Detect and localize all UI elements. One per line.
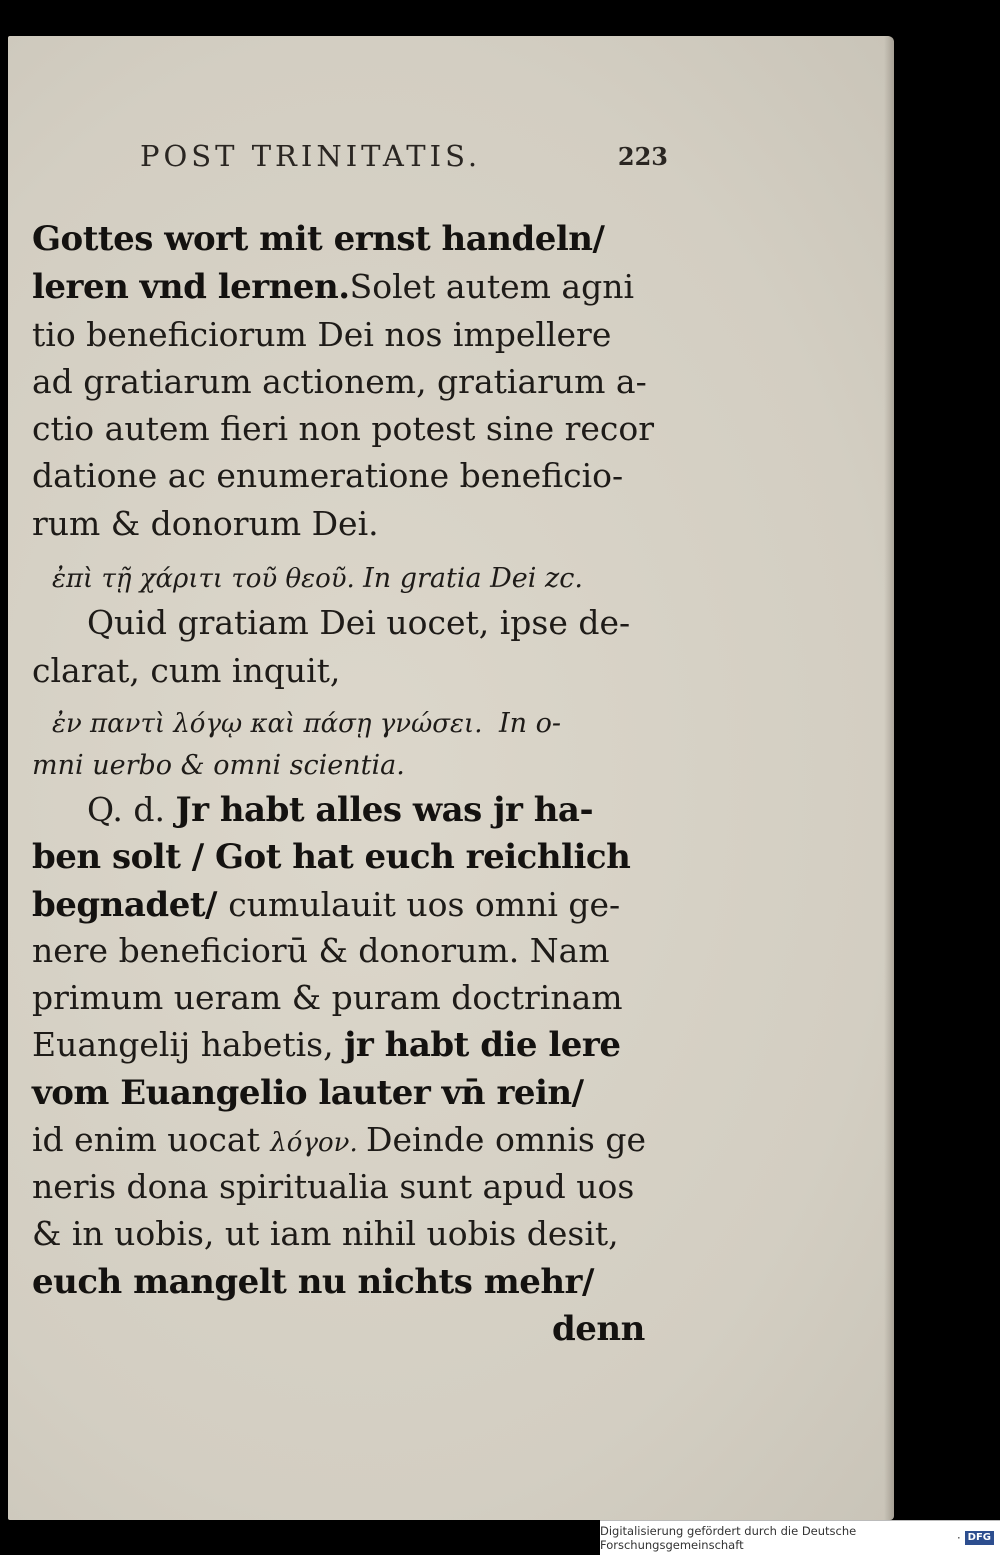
roman-run: Solet autem agni bbox=[349, 267, 635, 306]
blackletter-run: ben solt / Got hat euch reichlich bbox=[32, 837, 631, 877]
text-line bbox=[32, 1120, 646, 1159]
roman-run: clarat, cum inquit, bbox=[32, 651, 341, 690]
greek-run: ἐπὶ τῇ χάριτι τοῦ θεοῦ. bbox=[52, 564, 364, 594]
greek-run: ἐν παντὶ λόγῳ καὶ πάσῃ γνώσει. bbox=[52, 709, 499, 739]
text-line bbox=[32, 219, 605, 259]
text-line bbox=[32, 885, 621, 925]
roman-run: ad gratiarum actionem, gratiarum a- bbox=[32, 362, 647, 401]
text-line bbox=[87, 790, 594, 830]
text-line bbox=[552, 1309, 645, 1349]
text-line bbox=[32, 978, 623, 1017]
page-edge-shadow bbox=[884, 36, 894, 1520]
roman-run: neris dona spiritualia sunt apud uos bbox=[32, 1167, 635, 1206]
page-number: 223 bbox=[617, 142, 668, 171]
italic-run: In gratia Dei zc. bbox=[363, 563, 583, 594]
text-line bbox=[32, 1262, 594, 1302]
greek-run: λόγον. bbox=[270, 1128, 366, 1158]
roman-run: & in uobis, ut iam nihil uobis desit, bbox=[32, 1214, 619, 1253]
roman-run: rum & donorum Dei. bbox=[32, 504, 379, 543]
text-line bbox=[32, 1167, 635, 1206]
blackletter-run: begnadet/ bbox=[32, 885, 229, 925]
blackletter-run: jr habt die lere bbox=[344, 1025, 621, 1065]
text-line bbox=[52, 559, 583, 592]
roman-run: ctio autem fieri non potest sine recor bbox=[32, 409, 655, 448]
text-line bbox=[32, 1214, 619, 1253]
blackletter-run: vom Euangelio lauter vn̄ rein/ bbox=[32, 1073, 584, 1113]
roman-run: cumulauit uos omni ge- bbox=[228, 885, 621, 924]
blackletter-run: euch mangelt nu nichts mehr/ bbox=[32, 1262, 594, 1302]
roman-run: primum ueram & puram doctrinam bbox=[32, 978, 623, 1017]
text-line bbox=[32, 837, 631, 877]
blackletter-run: Gottes wort mit ernst handeln/ bbox=[32, 219, 605, 259]
italic-run: In o- bbox=[499, 708, 562, 739]
text-line bbox=[32, 362, 647, 401]
blackletter-run: leren vnd lernen. bbox=[32, 267, 350, 307]
italic-run: mni uerbo & omni scientia. bbox=[32, 750, 405, 781]
text-line bbox=[32, 504, 379, 543]
roman-run: id enim uocat bbox=[32, 1120, 271, 1159]
running-head: POST TRINITATIS. bbox=[140, 139, 482, 173]
roman-run: tio beneficiorum Dei nos impellere bbox=[32, 315, 612, 354]
text-line bbox=[32, 409, 655, 448]
roman-run: Euangelij habetis, bbox=[32, 1025, 345, 1064]
dfg-logo: DFG bbox=[965, 1531, 994, 1545]
text-line bbox=[32, 746, 405, 779]
blackletter-run: denn bbox=[552, 1309, 645, 1349]
page-header bbox=[140, 136, 668, 176]
text-line bbox=[32, 456, 624, 495]
text-line bbox=[87, 603, 631, 642]
roman-run: Q. d. bbox=[87, 790, 176, 829]
roman-run: Deinde omnis ge bbox=[366, 1120, 646, 1159]
digitization-credit: Digitalisierung gefördert durch die Deutsche Forschungsgemeinschaft · DFG bbox=[600, 1520, 1000, 1555]
text-line bbox=[32, 651, 341, 690]
credit-text: Digitalisierung gefördert durch die Deutsche Forschungsgemeinschaft bbox=[600, 1524, 857, 1552]
text-line bbox=[32, 931, 610, 970]
text-line bbox=[32, 267, 635, 307]
text-line bbox=[32, 1073, 584, 1113]
text-line bbox=[32, 1025, 621, 1065]
roman-run: nere beneficiorū & donorum. Nam bbox=[32, 931, 610, 970]
blackletter-run: Jr habt alles was jr ha- bbox=[175, 790, 594, 830]
text-line bbox=[32, 315, 612, 354]
roman-run: datione ac enumeratione beneficio- bbox=[32, 456, 624, 495]
roman-run: Quid gratiam Dei uocet, ipse de- bbox=[87, 603, 631, 642]
text-line bbox=[52, 704, 561, 737]
book-page bbox=[8, 36, 894, 1520]
